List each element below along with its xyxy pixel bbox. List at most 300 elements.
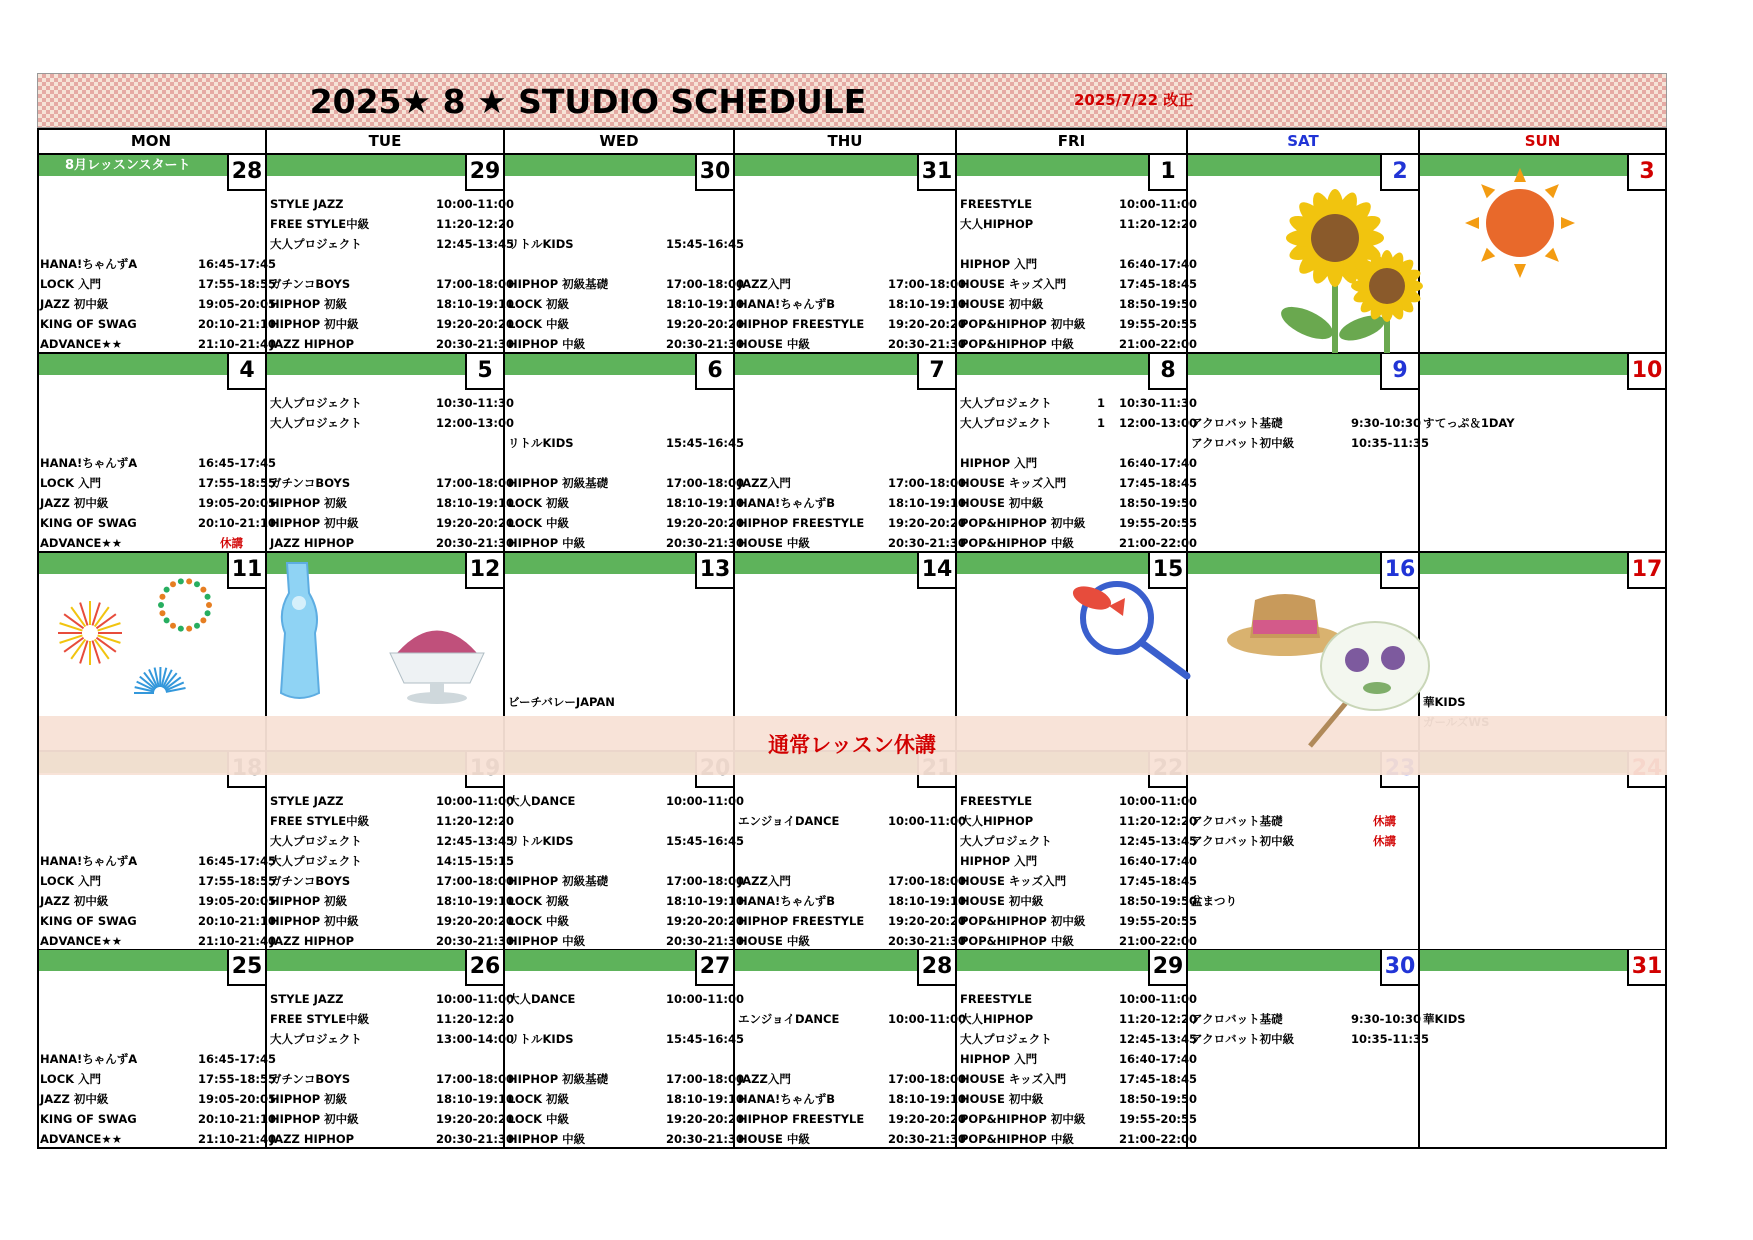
class-name: 大人HIPHOP <box>960 217 1034 231</box>
cancelled-badge: 休講 <box>1373 834 1396 848</box>
class-name: LOCK 初級 <box>508 297 570 311</box>
class-time: 9:30-10:30 <box>1351 416 1421 430</box>
class-name: JAZZ入門 <box>738 1072 791 1086</box>
class-name: POP&HIPHOP 中級 <box>960 1132 1074 1146</box>
day-number: 12 <box>465 553 503 589</box>
day-cell-4-1[interactable] <box>37 752 276 951</box>
class-time: 20:10-21:10 <box>198 317 276 331</box>
schedule-entry <box>40 454 276 472</box>
class-time: 19:05-20:05 <box>198 1092 276 1106</box>
class-time: 20:30-21:30 <box>888 1132 966 1146</box>
day-cell-2-3[interactable] <box>505 354 744 553</box>
class-time: 15:45-16:45 <box>666 834 744 848</box>
class-time: 17:00-18:00 <box>436 476 514 490</box>
class-time: 18:10-19:10 <box>436 496 514 510</box>
class-time: 19:20-20:20 <box>666 1112 744 1126</box>
day-cell-5-2[interactable] <box>267 950 514 1149</box>
class-name: LOCK 初級 <box>508 1092 570 1106</box>
class-name: FREESTYLE <box>960 992 1033 1006</box>
day-cell-5-6[interactable] <box>1188 950 1429 1149</box>
class-name: エンジョイDANCE <box>738 1012 840 1026</box>
class-time: 20:30-21:30 <box>666 934 744 948</box>
class-name: 大人DANCE <box>508 794 576 808</box>
schedule-entry <box>738 912 966 930</box>
schedule-entry <box>270 534 514 552</box>
class-name: 大人プロジェクト <box>270 834 362 848</box>
schedule-entry <box>270 315 514 333</box>
day-cell-2-7[interactable] <box>1420 354 1667 553</box>
class-name: POP&HIPHOP 初中級 <box>960 914 1086 928</box>
day-number: 15 <box>1148 553 1186 589</box>
day-cell-1-5[interactable] <box>957 155 1197 354</box>
schedule-entry <box>1191 1010 1421 1028</box>
class-name: JAZZ HIPHOP <box>270 1132 355 1146</box>
schedule-entry <box>738 1110 966 1128</box>
class-time: 19:20-20:20 <box>666 516 744 530</box>
class-time: 20:30-21:30 <box>666 337 744 351</box>
schedule-entry <box>270 832 514 850</box>
class-time: 11:20-12:20 <box>436 1012 514 1026</box>
day-number: 29 <box>1148 950 1186 986</box>
day-number: 27 <box>695 950 733 986</box>
schedule-entry <box>508 1130 744 1148</box>
class-name: ADVANCE★★ <box>40 1132 123 1146</box>
class-name: HIPHOP 初級基礎 <box>508 1072 609 1086</box>
class-name: 大人DANCE <box>508 992 576 1006</box>
class-name: 大人プロジェクト <box>270 1032 362 1046</box>
class-time: 19:55-20:55 <box>1119 317 1197 331</box>
class-time: 16:45-17:45 <box>198 456 276 470</box>
schedule-entry <box>738 812 966 830</box>
schedule-entry <box>270 335 514 353</box>
class-name: 大人プロジェクト <box>270 237 362 251</box>
class-time: 11:20-12:20 <box>436 217 514 231</box>
day-cell-5-1[interactable] <box>37 950 276 1149</box>
class-name: POP&HIPHOP 中級 <box>960 536 1074 550</box>
shaved-ice-illustration <box>382 608 492 708</box>
weekday-header-tue: TUE <box>267 128 505 153</box>
class-name: LOCK 初級 <box>508 894 570 908</box>
class-time: 17:00-18:00 <box>888 874 966 888</box>
schedule-entry <box>270 195 514 213</box>
class-time: 19:20-20:20 <box>888 317 966 331</box>
schedule-entry <box>960 315 1197 333</box>
schedule-entry <box>270 852 514 870</box>
class-time: 21:10-21:40 <box>198 1132 276 1146</box>
class-time: 17:45-18:45 <box>1119 277 1197 291</box>
schedule-entry <box>508 494 744 512</box>
class-name: HIPHOP 初中級 <box>270 1112 359 1126</box>
class-name: アクロバット基礎 <box>1191 1012 1283 1026</box>
class-time: 18:50-19:50 <box>1119 1092 1197 1106</box>
day-cell-1-4[interactable] <box>735 155 966 354</box>
class-name: HANA!ちゃんずB <box>738 297 836 311</box>
class-time: 15:45-16:45 <box>666 237 744 251</box>
schedule-entry <box>508 912 744 930</box>
schedule-entry <box>270 1030 514 1048</box>
class-time: 21:00-22:00 <box>1119 1132 1197 1146</box>
schedule-entry <box>738 514 966 532</box>
day-number: 1 <box>1148 155 1186 191</box>
class-name: HIPHOP 初中級 <box>270 317 359 331</box>
class-time: 16:40-17:40 <box>1119 456 1197 470</box>
class-name: KING OF SWAG <box>40 1112 137 1126</box>
class-time: 15:45-16:45 <box>666 436 744 450</box>
class-count: 1 <box>1097 416 1106 430</box>
schedule-entry <box>508 335 744 353</box>
schedule-entry <box>40 255 276 273</box>
class-name: 大人プロジェクト <box>960 416 1052 430</box>
class-time: 21:00-22:00 <box>1119 934 1197 948</box>
class-name: ビーチバレーJAPAN <box>508 695 615 709</box>
schedule-entry <box>738 474 966 492</box>
class-name: LOCK 初級 <box>508 496 570 510</box>
page-title: 2025★ 8 ★ STUDIO SCHEDULE <box>309 82 867 121</box>
class-time: 20:10-21:10 <box>198 516 276 530</box>
day-number: 25 <box>227 950 265 986</box>
day-number: 9 <box>1380 354 1418 390</box>
day-cell-5-5[interactable] <box>957 950 1197 1149</box>
schedule-entry <box>270 1010 514 1028</box>
class-time: 12:45-13:45 <box>436 834 514 848</box>
class-name: JAZZ入門 <box>738 874 791 888</box>
class-name: 華KIDS <box>1423 1012 1466 1026</box>
day-number: 31 <box>1627 950 1665 986</box>
schedule-entry <box>960 494 1197 512</box>
schedule-entry <box>960 852 1197 870</box>
class-name: JAZZ HIPHOP <box>270 337 355 351</box>
class-time: 19:20-20:20 <box>666 914 744 928</box>
class-time: 20:30-21:30 <box>888 337 966 351</box>
day-number: 26 <box>465 950 503 986</box>
schedule-entry <box>270 932 514 950</box>
day-number: 11 <box>227 553 265 589</box>
closed-notice: 通常レッスン休講 <box>768 733 936 757</box>
class-name: HANA!ちゃんずB <box>738 894 836 908</box>
fireworks-illustration <box>45 553 235 703</box>
class-name: ガチンコBOYS <box>270 277 351 291</box>
schedule-entry <box>270 494 514 512</box>
schedule-entry <box>738 932 966 950</box>
schedule-entry <box>960 1130 1197 1148</box>
day-cell-4-7[interactable] <box>1420 752 1667 951</box>
class-time: 20:30-21:30 <box>436 1132 514 1146</box>
class-name: HIPHOP 入門 <box>960 456 1038 470</box>
class-name: 大人プロジェクト <box>270 396 362 410</box>
class-time: 17:45-18:45 <box>1119 1072 1197 1086</box>
schedule-entry <box>1191 812 1412 830</box>
class-name: STYLE JAZZ <box>270 992 344 1006</box>
class-time: 17:00-18:00 <box>666 277 744 291</box>
schedule-entry <box>40 295 276 313</box>
class-name: アクロバット基礎 <box>1191 814 1283 828</box>
class-time: 17:00-18:00 <box>666 874 744 888</box>
class-name: HOUSE 中級 <box>738 934 810 948</box>
class-time: 12:00-13:00 <box>1119 416 1197 430</box>
class-name: HIPHOP 中級 <box>508 337 586 351</box>
class-name: JAZZ HIPHOP <box>270 934 355 948</box>
schedule-entry <box>508 1110 744 1128</box>
schedule-entry <box>40 335 276 353</box>
class-time: 14:15-15:15 <box>436 854 514 868</box>
class-time: 18:10-19:10 <box>666 894 744 908</box>
class-time: 13:00-14:00 <box>436 1032 514 1046</box>
schedule-entry <box>508 514 744 532</box>
schedule-entry <box>270 990 514 1008</box>
day-cell-5-7[interactable] <box>1420 950 1667 1149</box>
schedule-entry <box>738 534 966 552</box>
day-cell-4-3[interactable] <box>505 752 744 951</box>
schedule-entry <box>270 215 514 233</box>
class-name: FREESTYLE <box>960 197 1033 211</box>
class-time: 18:10-19:10 <box>666 297 744 311</box>
schedule-entry <box>508 892 744 910</box>
grid-left-border <box>37 128 39 1149</box>
schedule-entry <box>40 1070 276 1088</box>
schedule-entry <box>40 1110 276 1128</box>
schedule-entry <box>738 335 966 353</box>
class-name: リトルKIDS <box>508 237 574 251</box>
day-cell-2-2[interactable] <box>267 354 514 553</box>
class-name: 大人プロジェクト <box>960 1032 1052 1046</box>
schedule-entry <box>508 990 744 1008</box>
class-time: 17:55-18:55 <box>198 476 276 490</box>
class-name: HOUSE キッズ入門 <box>960 476 1067 490</box>
day-number: 2 <box>1380 155 1418 191</box>
schedule-entry <box>960 474 1197 492</box>
schedule-entry <box>270 295 514 313</box>
class-time: 18:50-19:50 <box>1119 894 1197 908</box>
grid-top-border <box>37 128 1667 130</box>
class-time: 16:45-17:45 <box>198 1052 276 1066</box>
schedule-entry <box>508 275 744 293</box>
schedule-entry <box>40 474 276 492</box>
schedule-entry <box>40 275 276 293</box>
class-name: FREESTYLE <box>960 794 1033 808</box>
class-name: JAZZ HIPHOP <box>270 536 355 550</box>
class-time: 12:45-13:45 <box>436 237 514 251</box>
schedule-entry <box>738 872 966 890</box>
class-time: 17:45-18:45 <box>1119 476 1197 490</box>
class-name: HOUSE 初中級 <box>960 894 1044 908</box>
class-time: 19:05-20:05 <box>198 297 276 311</box>
day-number: 8 <box>1148 354 1186 390</box>
class-name: POP&HIPHOP 中級 <box>960 934 1074 948</box>
class-name: アクロバット初中級 <box>1191 834 1295 848</box>
schedule-entry <box>960 990 1197 1008</box>
class-name: アクロバット基礎 <box>1191 416 1283 430</box>
class-name: HIPHOP FREESTYLE <box>738 914 865 928</box>
schedule-entry <box>960 534 1197 552</box>
class-name: HOUSE 初中級 <box>960 297 1044 311</box>
class-time: 10:00-11:00 <box>666 992 744 1006</box>
day-cell-1-1[interactable] <box>37 155 276 354</box>
class-time: 11:20-12:20 <box>1119 814 1197 828</box>
class-name: JAZZ 初中級 <box>40 894 109 908</box>
class-time: 20:10-21:10 <box>198 914 276 928</box>
schedule-entry <box>960 295 1197 313</box>
schedule-entry <box>40 1130 276 1148</box>
class-time: 18:10-19:10 <box>436 297 514 311</box>
class-name: LOCK 中級 <box>508 516 570 530</box>
class-name: STYLE JAZZ <box>270 197 344 211</box>
class-time: 17:00-18:00 <box>666 476 744 490</box>
class-name: HIPHOP 初級 <box>270 1092 348 1106</box>
sun-illustration <box>1455 168 1585 278</box>
schedule-entry <box>508 693 727 711</box>
class-time: 11:20-12:20 <box>1119 217 1197 231</box>
day-cell-2-4[interactable] <box>735 354 966 553</box>
schedule-entry <box>40 534 259 552</box>
schedule-entry <box>508 872 744 890</box>
day-cell-4-4[interactable] <box>735 752 966 951</box>
day-number: 16 <box>1380 553 1418 589</box>
class-name: HOUSE キッズ入門 <box>960 1072 1067 1086</box>
schedule-entry <box>960 454 1197 472</box>
class-time: 20:30-21:30 <box>436 536 514 550</box>
class-name: LOCK 入門 <box>40 277 102 291</box>
class-name: HOUSE 中級 <box>738 337 810 351</box>
class-name: ガチンコBOYS <box>270 1072 351 1086</box>
class-name: STYLE JAZZ <box>270 794 344 808</box>
sunflower-illustration <box>1227 183 1427 353</box>
class-name: 盆まつり <box>1191 894 1237 908</box>
class-time: 15:45-16:45 <box>666 1032 744 1046</box>
schedule-entry <box>40 852 276 870</box>
class-time: 17:00-18:00 <box>666 1072 744 1086</box>
day-cell-4-2[interactable] <box>267 752 514 951</box>
class-name: LOCK 入門 <box>40 476 102 490</box>
schedule-entry <box>508 315 744 333</box>
class-name: JAZZ入門 <box>738 277 791 291</box>
schedule-entry <box>508 1030 744 1048</box>
class-time: 17:00-18:00 <box>436 277 514 291</box>
schedule-entry <box>738 1070 966 1088</box>
schedule-entry <box>508 792 744 810</box>
schedule-entry <box>508 235 744 253</box>
day-cell-2-1[interactable] <box>37 354 276 553</box>
day-cell-5-3[interactable] <box>505 950 744 1149</box>
lesson-start-label: 8月レッスンスタート <box>65 158 191 173</box>
class-time: 18:50-19:50 <box>1119 297 1197 311</box>
class-name: HIPHOP 初中級 <box>270 914 359 928</box>
class-name: LOCK 中級 <box>508 914 570 928</box>
schedule-entry <box>1191 414 1421 432</box>
schedule-entry <box>738 1010 966 1028</box>
day-number: 6 <box>695 354 733 390</box>
class-time: 19:20-20:20 <box>436 914 514 928</box>
class-name: LOCK 中級 <box>508 317 570 331</box>
class-name: JAZZ入門 <box>738 476 791 490</box>
class-time: 17:00-18:00 <box>888 277 966 291</box>
schedule-entry <box>960 892 1197 910</box>
class-time: 19:20-20:20 <box>888 516 966 530</box>
day-cell-4-5[interactable] <box>957 752 1197 951</box>
class-name: KING OF SWAG <box>40 317 137 331</box>
schedule-entry <box>508 434 744 452</box>
day-cell-4-6[interactable] <box>1188 752 1420 951</box>
day-cell-2-5[interactable] <box>957 354 1197 553</box>
schedule-entry <box>508 295 744 313</box>
schedule-entry <box>1191 892 1412 910</box>
schedule-entry <box>738 315 966 333</box>
day-cell-1-2[interactable] <box>267 155 514 354</box>
class-time: 11:20-12:20 <box>436 814 514 828</box>
schedule-entry <box>270 1130 514 1148</box>
class-time: 17:00-18:00 <box>888 1072 966 1086</box>
class-name: JAZZ 初中級 <box>40 496 109 510</box>
class-time: 10:00-11:00 <box>666 794 744 808</box>
class-time: 17:00-18:00 <box>436 1072 514 1086</box>
schedule-entry <box>270 912 514 930</box>
class-name: HANA!ちゃんずA <box>40 854 138 868</box>
day-cell-1-3[interactable] <box>505 155 744 354</box>
schedule-entry <box>738 1130 966 1148</box>
class-name: HIPHOP 初級 <box>270 496 348 510</box>
class-name: HOUSE キッズ入門 <box>960 277 1067 291</box>
class-time: 17:55-18:55 <box>198 277 276 291</box>
schedule-entry <box>738 892 966 910</box>
schedule-entry <box>738 295 966 313</box>
class-name: HIPHOP FREESTYLE <box>738 516 865 530</box>
class-time: 16:45-17:45 <box>198 257 276 271</box>
class-time: 18:10-19:10 <box>666 1092 744 1106</box>
class-time: 10:30-11:30 <box>1119 396 1197 410</box>
class-time: 19:20-20:20 <box>436 317 514 331</box>
class-time: 19:20-20:20 <box>666 317 744 331</box>
class-time: 10:00-11:00 <box>1119 794 1197 808</box>
class-time: 17:55-18:55 <box>198 874 276 888</box>
class-time: 20:30-21:30 <box>436 337 514 351</box>
schedule-entry <box>270 792 514 810</box>
class-name: リトルKIDS <box>508 1032 574 1046</box>
day-cell-2-6[interactable] <box>1188 354 1429 553</box>
class-name: FREE STYLE中級 <box>270 1012 370 1026</box>
schedule-entry <box>40 315 276 333</box>
class-time: 19:55-20:55 <box>1119 516 1197 530</box>
day-number: 31 <box>917 155 955 191</box>
class-time: 20:30-21:30 <box>666 1132 744 1146</box>
class-name: LOCK 入門 <box>40 874 102 888</box>
class-time: 12:45-13:45 <box>1119 1032 1197 1046</box>
schedule-entry <box>960 514 1197 532</box>
class-time: 19:20-20:20 <box>436 1112 514 1126</box>
schedule-entry <box>508 1090 744 1108</box>
class-name: HOUSE 中級 <box>738 536 810 550</box>
class-time: 11:20-12:20 <box>1119 1012 1197 1026</box>
class-name: LOCK 入門 <box>40 1072 102 1086</box>
class-name: POP&HIPHOP 初中級 <box>960 516 1086 530</box>
day-number: 29 <box>465 155 503 191</box>
class-name: HIPHOP 初級基礎 <box>508 476 609 490</box>
day-cell-5-4[interactable] <box>735 950 966 1149</box>
class-time: 19:20-20:20 <box>888 1112 966 1126</box>
class-time: 18:10-19:10 <box>436 894 514 908</box>
class-time: 10:00-11:00 <box>436 197 514 211</box>
day-number: 3 <box>1627 155 1665 191</box>
class-name: HANA!ちゃんずA <box>40 456 138 470</box>
schedule-entry <box>960 255 1197 273</box>
schedule-entry <box>40 1050 276 1068</box>
class-name: HIPHOP 入門 <box>960 257 1038 271</box>
class-name: 大人プロジェクト <box>960 834 1052 848</box>
calendar-grid <box>37 128 1667 1160</box>
class-name: 大人HIPHOP <box>960 1012 1034 1026</box>
schedule-entry <box>738 275 966 293</box>
class-time: 20:30-21:30 <box>666 536 744 550</box>
schedule-entry <box>508 932 744 950</box>
class-name: すてっぷ＆1DAY <box>1423 416 1515 430</box>
